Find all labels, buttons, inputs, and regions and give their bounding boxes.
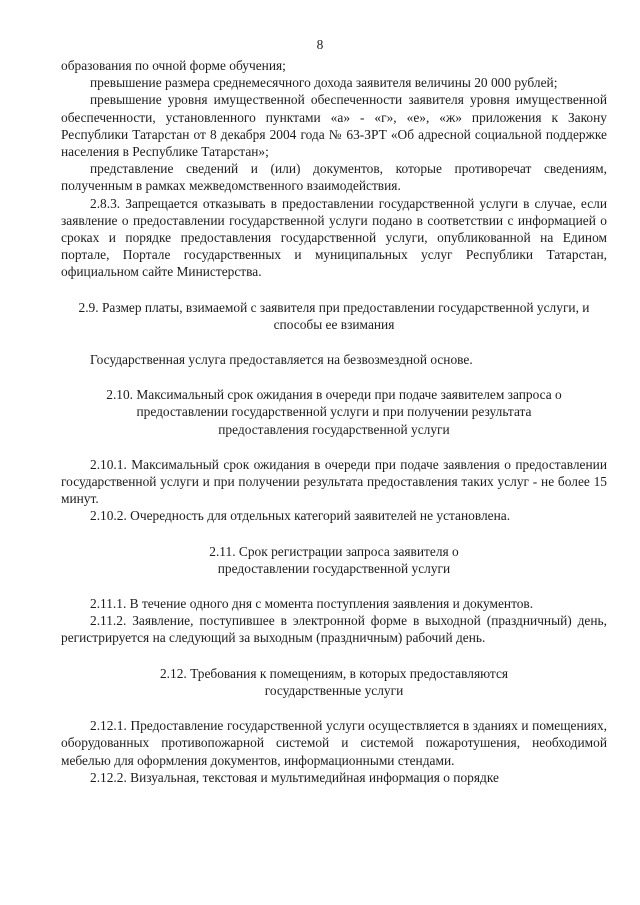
paragraph: 2.8.3. Запрещается отказывать в предоставлении государственной услуги в случае, если заявление о предоставлении государственной услуги подано в соответствии с информацией о сроках и порядке предоставления государственной услуги, опубликованной на Едином портале, Портале государственных и муниципальных услуг Республики Татарстан, официальном сайте Министерства. [61, 195, 607, 280]
paragraph: 2.11.1. В течение одного дня с момента поступления заявления и документов. [90, 596, 534, 612]
paragraph: превышение размера среднемесячного дохода заявителя величины 20 000 рублей; [90, 75, 558, 91]
paragraph: 2.10.1. Максимальный срок ожидания в очереди при подаче заявления о предоставлении государственной услуги и при получении результата предоставления таких услуг - не более 15 минут. [61, 456, 607, 507]
paragraph: 2.12.2. Визуальная, текстовая и мультимедийная информация о порядке [90, 769, 499, 785]
section-heading: 2.11. Срок регистрации запроса заявителя о предоставлении государственной услуги [209, 543, 459, 576]
paragraph: 2.11.2. Заявление, поступившее в электронной форме в выходной (праздничный) день, регистрируется на следующий за выходным (праздничным) рабочий день. [61, 613, 607, 646]
section-heading: 2.9. Размер платы, взимаемой с заявителя при предоставлении государственной услуги, и способы ее взимания [78, 299, 590, 332]
document-body [61, 57, 607, 786]
paragraph: превышение уровня имущественной обеспеченности заявителя уровня имущественной обеспеченности, установленного пунктами «а» - «г», «е», «ж» приложения к Закону Республики Татарстан от 8 декабря 2004 года № 63-ЗРТ «Об адресной социальной поддержке населения в Республике Татарстан»; [61, 92, 607, 160]
paragraph: 2.12.1. Предоставление государственной услуги осуществляется в зданиях и помещениях, оборудованных противопожарной системой и системой пожаротушения, необходимой мебелью для оформления документов, информационными стендами. [61, 718, 607, 768]
paragraph: 2.10.2. Очередность для отдельных категорий заявителей не установлена. [90, 508, 511, 524]
section-heading: 2.10. Максимальный срок ожидания в очереди при подаче заявителем запроса о предоставлении государственной услуги и при получении результата предоставления государственной услуги [106, 387, 562, 437]
paragraph: Государственная услуга предоставляется на безвозмездной основе. [90, 352, 473, 368]
paragraph: образования по очной форме обучения; [61, 58, 286, 73]
paragraph: представление сведений и (или) документов, которые противоречат сведениям, полученным в рамках межведомственного взаимодействия. [61, 161, 607, 194]
section-heading: 2.12. Требования к помещениям, в которых предоставляются государственные услуги [159, 665, 509, 698]
page-number: 8 [316, 37, 324, 52]
